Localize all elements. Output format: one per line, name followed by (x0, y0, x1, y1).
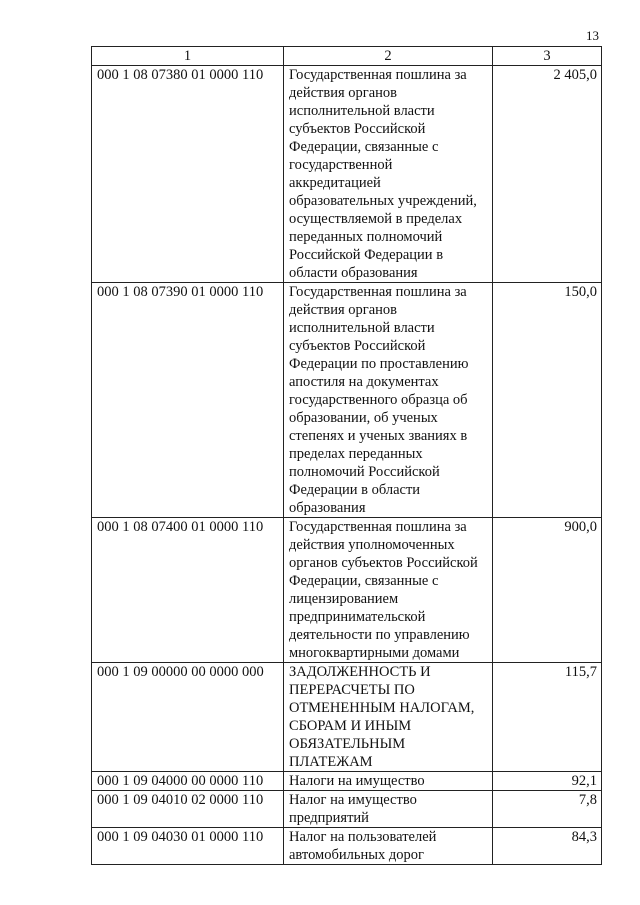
amount-cell: 92,1 (493, 772, 602, 791)
table-row (92, 66, 602, 283)
budget-code-cell: 000 1 09 04000 00 0000 110 (92, 772, 284, 791)
page-number: 13 (586, 28, 599, 43)
amount-cell: 2 405,0 (493, 66, 602, 283)
amount-cell: 84,3 (493, 828, 602, 865)
budget-code-cell: 000 1 09 04030 01 0000 110 (92, 828, 284, 865)
revenue-name-cell: Государственная пошлина за действия органов исполнительной власти субъектов Российской Федерации, связанные с государственной аккредитацией образовательных учреждений, осуществляемой в пределах переданных полномочий Российской Федерации в области образования (284, 66, 493, 283)
budget-code-cell: 000 1 09 00000 00 0000 000 (92, 663, 284, 772)
table-row (92, 828, 602, 865)
budget-code-cell: 000 1 08 07380 01 0000 110 (92, 66, 284, 283)
table-row (92, 518, 602, 663)
column-header-amount: 3 (493, 47, 602, 66)
table-row (92, 283, 602, 518)
column-header-code: 1 (92, 47, 284, 66)
table-row (92, 663, 602, 772)
budget-code-cell: 000 1 09 04010 02 0000 110 (92, 791, 284, 828)
table-row (92, 791, 602, 828)
amount-cell: 7,8 (493, 791, 602, 828)
revenue-name-cell: Государственная пошлина за действия уполномоченных органов субъектов Российской Федерации, связанные с лицензированием предпринимательской деятельности по управлению многоквартирными домами (284, 518, 493, 663)
table-header-row (92, 47, 602, 66)
budget-revenue-table (91, 46, 602, 865)
table-row (92, 772, 602, 791)
budget-code-cell: 000 1 08 07400 01 0000 110 (92, 518, 284, 663)
amount-cell: 115,7 (493, 663, 602, 772)
revenue-name-cell: Налог на пользователей автомобильных дорог (284, 828, 493, 865)
amount-cell: 150,0 (493, 283, 602, 518)
column-header-name: 2 (284, 47, 493, 66)
amount-cell: 900,0 (493, 518, 602, 663)
revenue-name-cell: Государственная пошлина за действия органов исполнительной власти субъектов Российской Федерации по проставлению апостиля на документах государственного образца об образовании, об ученых степенях и ученых званиях в пределах переданных полномочий Российской Федерации в области образования (284, 283, 493, 518)
revenue-name-cell: Налоги на имущество (284, 772, 493, 791)
budget-code-cell: 000 1 08 07390 01 0000 110 (92, 283, 284, 518)
revenue-name-cell: Налог на имущество предприятий (284, 791, 493, 828)
revenue-name-cell: ЗАДОЛЖЕННОСТЬ И ПЕРЕРАСЧЕТЫ ПО ОТМЕНЕННЫМ НАЛОГАМ, СБОРАМ И ИНЫМ ОБЯЗАТЕЛЬНЫМ ПЛАТЕЖАМ (284, 663, 493, 772)
